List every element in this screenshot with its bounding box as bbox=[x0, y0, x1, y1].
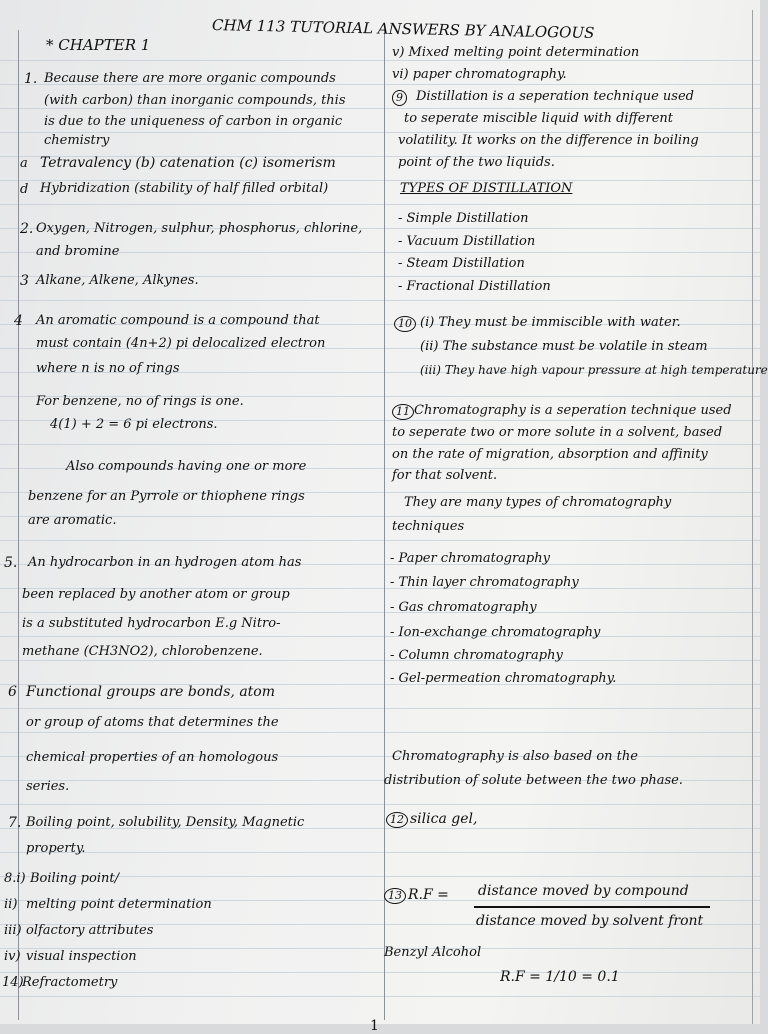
rf-label: R.F = bbox=[408, 887, 449, 903]
q10-line: (iii) They have high vapour pressure at high temperature bbox=[420, 363, 768, 377]
q5-line: methane (CH3NO2), chlorobenzene. bbox=[22, 644, 263, 659]
distribution-line: distribution of solute between the two phase. bbox=[384, 773, 683, 788]
q1-number: 1. bbox=[24, 71, 38, 87]
rf-fraction-bar bbox=[474, 906, 710, 908]
q11-circle: 11 bbox=[392, 404, 414, 420]
ruled-line bbox=[0, 852, 760, 853]
q12-number bbox=[386, 812, 408, 828]
q14-answer: Refractometry bbox=[22, 975, 118, 990]
page-edge-line bbox=[752, 10, 753, 1024]
q6-line: chemical properties of an homologous bbox=[26, 750, 279, 765]
right-top-line: vi) paper chromatography. bbox=[392, 67, 567, 82]
q5-line: An hydrocarbon in an hydrogen atom has bbox=[28, 555, 302, 570]
q1a-lead: a bbox=[20, 156, 28, 171]
q4-line: Also compounds having one or more bbox=[66, 459, 307, 474]
chapter-title: * CHAPTER 1 bbox=[46, 36, 151, 54]
q10-circle: 10 bbox=[394, 316, 416, 332]
ruled-line bbox=[0, 804, 760, 805]
distillation-type: - Fractional Distillation bbox=[398, 279, 551, 294]
q2-line: and bromine bbox=[36, 244, 120, 259]
q7-line: Boiling point, solubility, Density, Magnetic bbox=[26, 815, 305, 830]
q8-line: melting point determination bbox=[26, 897, 212, 912]
q6-number: 6 bbox=[8, 684, 17, 700]
q1a-answer: Tetravalency (b) catenation (c) isomerism bbox=[40, 155, 336, 171]
q4-line: where n is no of rings bbox=[36, 361, 180, 376]
page-header: CHM 113 TUTORIAL ANSWERS BY ANALOGOUS bbox=[211, 16, 595, 43]
q10-line: (i) They must be immiscible with water. bbox=[420, 315, 681, 330]
q10-line: (ii) The substance must be volatile in steam bbox=[420, 339, 708, 354]
chromatography-type: - Paper chromatography bbox=[390, 551, 550, 566]
q11-line: Chromatography is a seperation technique used bbox=[414, 403, 732, 418]
page-number: 1 bbox=[370, 1018, 379, 1034]
chromatography-type: - Thin layer chromatography bbox=[390, 575, 579, 590]
ruled-line bbox=[0, 108, 760, 109]
ruled-line bbox=[0, 60, 760, 61]
ruled-line bbox=[0, 708, 760, 709]
ruled-line bbox=[0, 444, 760, 445]
q1d-answer: Hybridization (stability of half filled orbital) bbox=[40, 181, 329, 196]
q5-line: been replaced by another atom or group bbox=[22, 587, 290, 602]
q1-line: Because there are more organic compounds bbox=[44, 71, 336, 86]
rf-numerator: distance moved by compound bbox=[478, 883, 689, 899]
q6-line: series. bbox=[26, 779, 70, 794]
q8-label: ii) bbox=[4, 897, 18, 912]
q9-line: volatility. It works on the difference in boiling bbox=[398, 133, 699, 148]
chromatography-type: - Column chromatography bbox=[390, 648, 563, 663]
q8-line: Boiling point/ bbox=[30, 871, 119, 886]
q14-number: 14) bbox=[2, 975, 24, 990]
q11-line: on the rate of migration, absorption and affinity bbox=[392, 447, 708, 462]
q13-number bbox=[384, 888, 406, 904]
q12-circle: 12 bbox=[386, 812, 408, 828]
q2-number: 2. bbox=[20, 221, 34, 237]
q11-line: techniques bbox=[392, 519, 465, 534]
q6-line: Functional groups are bonds, atom bbox=[26, 684, 276, 700]
ruled-line bbox=[0, 540, 760, 541]
q8-label: iii) bbox=[4, 923, 22, 938]
q8-line: visual inspection bbox=[26, 949, 137, 964]
q4-number: 4 bbox=[14, 313, 23, 329]
chromatography-type: - Ion-exchange chromatography bbox=[390, 625, 601, 640]
ruled-line bbox=[0, 996, 760, 997]
benzyl-label: Benzyl Alcohol bbox=[384, 945, 482, 960]
q4-line: 4(1) + 2 = 6 pi electrons. bbox=[50, 417, 218, 432]
q4-line: For benzene, no of rings is one. bbox=[36, 394, 244, 409]
ruled-line bbox=[0, 612, 760, 613]
q13-circle: 13 bbox=[384, 888, 406, 904]
q11-line: for that solvent. bbox=[392, 468, 498, 483]
q3-answer: Alkane, Alkene, Alkynes. bbox=[36, 273, 199, 288]
ruled-line bbox=[0, 732, 760, 733]
distillation-types-title: TYPES OF DISTILLATION bbox=[400, 181, 573, 196]
q9-circle: 9 bbox=[392, 90, 407, 106]
q9-line: to seperate miscible liquid with different bbox=[404, 111, 674, 126]
q7-line: property. bbox=[26, 841, 86, 856]
q1-line: (with carbon) than inorganic compounds, this bbox=[44, 93, 346, 108]
q8-label: iv) bbox=[4, 949, 21, 964]
q4-line: benzene for an Pyrrole or thiophene rings bbox=[28, 489, 305, 504]
q10-number bbox=[394, 316, 416, 332]
distillation-type: - Simple Distillation bbox=[398, 211, 529, 226]
ruled-line bbox=[0, 660, 760, 661]
ruled-line bbox=[0, 300, 760, 301]
distillation-type: - Steam Distillation bbox=[398, 256, 525, 271]
q12-answer: silica gel, bbox=[410, 811, 478, 827]
q1-line: is due to the uniqueness of carbon in organic bbox=[44, 114, 343, 129]
q1-line: chemistry bbox=[44, 133, 110, 148]
column-divider bbox=[384, 30, 385, 1020]
q5-number: 5. bbox=[4, 555, 18, 571]
q8-number: 8.i) bbox=[4, 871, 26, 886]
q1d-lead: d bbox=[20, 182, 29, 197]
distribution-line: Chromatography is also based on the bbox=[392, 749, 638, 764]
q5-line: is a substituted hydrocarbon E.g Nitro- bbox=[22, 616, 281, 631]
q9-number bbox=[392, 90, 407, 106]
q6-line: or group of atoms that determines the bbox=[26, 715, 279, 730]
chromatography-type: - Gel-permeation chromatography. bbox=[390, 671, 617, 686]
chromatography-type: - Gas chromatography bbox=[390, 600, 537, 615]
rf-denominator: distance moved by solvent front bbox=[476, 913, 704, 929]
q4-line: must contain (4n+2) pi delocalized electron bbox=[36, 336, 326, 351]
distillation-type: - Vacuum Distillation bbox=[398, 234, 536, 249]
q9-line: point of the two liquids. bbox=[398, 155, 555, 170]
ruled-line bbox=[0, 636, 760, 637]
q11-number bbox=[392, 404, 414, 420]
q11-line: They are many types of chromatography bbox=[404, 495, 672, 510]
q11-line: to seperate two or more solute in a solvent, based bbox=[392, 425, 723, 440]
ruled-line bbox=[0, 972, 760, 973]
right-top-line: v) Mixed melting point determination bbox=[392, 45, 640, 60]
q4-line: An aromatic compound is a compound that bbox=[36, 313, 320, 328]
rf-calculation: R.F = 1/10 = 0.1 bbox=[500, 969, 620, 985]
q8-line: olfactory attributes bbox=[26, 923, 154, 938]
q4-line: are aromatic. bbox=[28, 513, 117, 528]
ruled-line bbox=[0, 204, 760, 205]
q7-number: 7. bbox=[8, 815, 22, 831]
q2-line: Oxygen, Nitrogen, sulphur, phosphorus, chlorine, bbox=[36, 221, 363, 236]
q9-line: Distillation is a seperation technique used bbox=[416, 89, 694, 104]
q3-number: 3 bbox=[20, 273, 29, 289]
